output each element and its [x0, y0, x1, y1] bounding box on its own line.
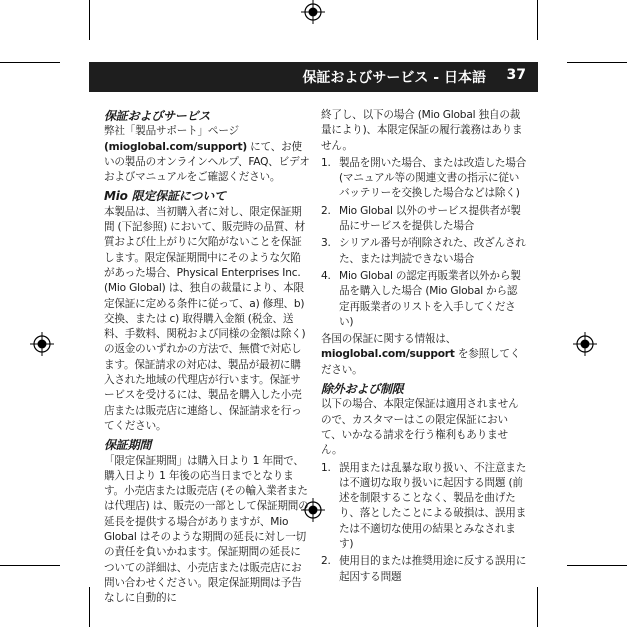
list-text: シリアル番号が削除された、改ざんされた、または判読できない場合 [339, 237, 526, 265]
warranty-info-paragraph [321, 332, 527, 378]
right-column [321, 108, 527, 585]
header-title: 保証およびサービス - 日本語 [302, 70, 486, 86]
crop-mark [567, 62, 627, 63]
list-text: 使用目的または推奨用途に反する誤用に起因する問題 [339, 555, 527, 583]
void-conditions-list [321, 156, 527, 330]
info-text-after: を参照してください。 [321, 348, 521, 376]
list-item [321, 236, 527, 267]
support-text-after: にて、お使いの製品のオンラインヘルプ、FAQ、ビデオおよびマニュアルをご確認ください。 [104, 140, 310, 184]
limited-warranty-paragraph: 本製品は、当初購入者に対し、限定保証期間 (下記参照) において、販売時の品質、材質および仕上がりに欠陥がないことを保証します。限定保証期間中にそのような欠陥があった場合、Physical Enterprises Inc. (Mio Global) は、独自の裁量により、本限定保証に定める条件に従って、a) 修理、b) 交換、または c) 取得購入金額 (税金、送料、手数料、関税および同様の金額は除く) の返金のいずれかの方法で、無償で対応します。保証請求の対応は、製品が最初に購入された地域の代理店が行います。保証サービスを受けるには、製品を購入した小売店または販売店に連絡し、保証請求を行ってください。 [104, 205, 306, 432]
crop-mark [89, 587, 90, 627]
crop-mark [0, 62, 60, 63]
warranty-heading: 保証およびサービス [104, 109, 211, 123]
exclusions-list [321, 461, 527, 585]
list-text: Mio Global の認定再販業者以外から製品を購入した場合 (Mio Global から認定再販業者のリストを入手してください) [339, 269, 521, 328]
list-item [321, 269, 527, 330]
limited-warranty-heading: Mio 限定保証について [104, 189, 226, 204]
crop-mark [89, 0, 90, 40]
list-number: 3. [321, 237, 331, 250]
warranty-period-heading: 保証期間 [104, 438, 152, 453]
registration-mark-top-icon [301, 0, 325, 24]
crop-mark [537, 0, 538, 40]
support-paragraph [104, 124, 310, 185]
list-text: Mio Global 以外のサービス提供者が製品にサービスを提供した場合 [339, 204, 521, 233]
page-number: 37 [506, 67, 526, 83]
crop-mark [537, 587, 538, 627]
page-header [89, 62, 538, 92]
continuation-paragraph: 終了し、以下の場合 (Mio Global 独自の裁量により)、本限定保証の履行義務はありません。 [321, 109, 523, 152]
list-item [321, 156, 527, 202]
info-url-link[interactable]: mioglobal.com/support [321, 348, 455, 361]
info-text-before: 各国の保証に関する情報は、 [321, 333, 457, 346]
exclusions-paragraph: 以下の場合、本限定保証は適用されませんので、カスタマーはこの限定保証において、いかなる請求を行う権利もありません。 [321, 398, 519, 457]
registration-mark-bottom-icon [301, 498, 325, 522]
warranty-period-paragraph: 「限定保証期間」は購入日より 1 年間で、購入日より 1 年後の応当日までとなります。小売店または販売店 (その輸入業者または代理店) は、販売の一部として保証期間の延長を提供する場合がありますが、Mio Global はそのような期間の延長に対し一切の責任を負いかねます。保証期間の延長についての詳細は、小売店または販売店にお問い合わせください。限定保証期間は予告なしに自動的に [104, 454, 309, 605]
list-item [321, 461, 527, 553]
crop-mark [567, 565, 627, 566]
list-number: 2. [321, 204, 331, 217]
list-text: 製品を開いた場合、または改造した場合 (マニュアル等の関連文書の指示に従いバッテリーを交換した場合などは除く) [339, 156, 527, 200]
list-number: 2. [321, 555, 331, 568]
left-column [104, 108, 310, 607]
list-number: 4. [321, 269, 331, 282]
list-number: 1. [321, 156, 331, 169]
list-item [321, 554, 527, 585]
list-item [321, 204, 527, 235]
support-url-link[interactable]: (mioglobal.com/support) [104, 140, 247, 153]
list-number: 1. [321, 461, 331, 474]
support-text-before: 弊社「製品サポート」ページ [104, 125, 239, 138]
registration-mark-left-icon [30, 332, 54, 356]
registration-mark-right-icon [573, 332, 597, 356]
crop-mark [0, 565, 60, 566]
exclusions-heading: 除外および制限 [321, 382, 404, 397]
list-text: 誤用または乱暴な取り扱い、不注意または不適切な取り扱いに起因する問題 (前述を制限することなく、製品を曲げたり、落としたことによる破損は、誤用または不適切な使用の結果とみなされます) [339, 461, 527, 551]
